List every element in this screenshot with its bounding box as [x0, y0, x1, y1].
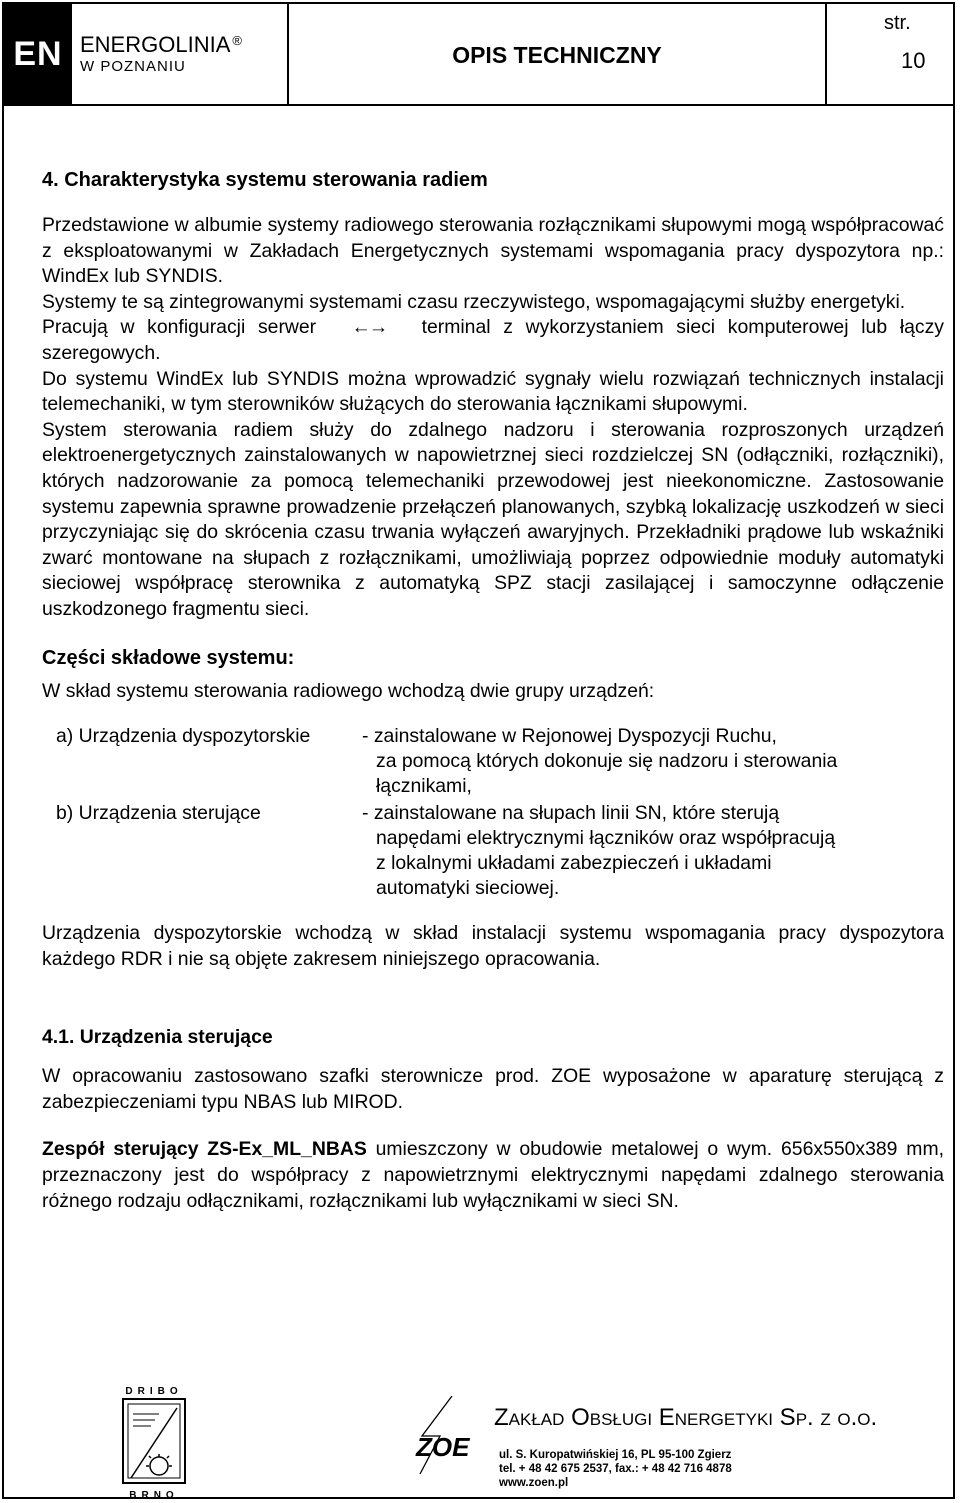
section-heading: 4. Charakterystyka systemu sterowania radiem	[42, 169, 488, 191]
page-content	[42, 167, 944, 1214]
document-title: OPIS TECHNICZNY	[452, 42, 662, 68]
device-list	[42, 724, 944, 901]
en-logo: EN	[4, 4, 72, 104]
page-label: str.	[884, 12, 911, 34]
document-page	[2, 2, 955, 1499]
list-item-line: automatyki sieciowej.	[376, 877, 560, 900]
bidirectional-arrow-icon: ←→	[351, 316, 387, 339]
paragraph: System sterowania radiem służy do zdalnego nadzoru i sterowania rozproszonych urządzeń elektroenergetycznych zainstalowanych w napowietrznej sieci rozdzielczej SN (odłączniki, rozłączniki), których nadzorowanie za pomocą telemechaniki przewodowej jest nieekonomiczne. Zastosowanie systemu zapewnia sprawne prowadzenie przełączeń planowanych, szybką lokalizację uszkodzeń w sieci przyczyniając się do skrócenia czasu trwania wyłączeń awaryjnych. Przekładniki prądowe lub wskaźniki zwarć montowane na słupach z rozłącznikami, umożliwiają poprzez odpowiednie moduły automatyki sieciowej współpracę sterownika z automatyką SPZ stacji zasilającej i samoczynne odłączenie uszkodzonego fragmentu sieci.	[42, 418, 944, 620]
address-line: ul. S. Kuropatwińskiej 16, PL 95-100 Zgierz	[499, 1449, 732, 1461]
page-header	[4, 4, 953, 106]
list-item-label: a) Urządzenia dyspozytorskie	[56, 725, 311, 748]
paragraph-text: umieszczony w obudowie metalowej o wym. 656x550x389 mm, przeznaczony jest do współpracy z napowietrznymi elektrycznymi napędami zdalnego sterowania różnego rodzaju odłącznikami, rozłącznikami lub wyłącznikami w sieci SN.	[42, 1138, 944, 1212]
page-footer	[4, 1376, 953, 1501]
paragraph-text: terminal z wykorzystaniem sieci komputerowej lub łączy szeregowych.	[42, 316, 944, 364]
paragraph: Urządzenia dyspozytorskie wchodzą w skład instalacji systemu wspomagania pracy dyspozytora każdego RDR i nie są objęte zakresem niniejszego opracowania.	[42, 922, 944, 970]
device-name: Zespół sterujący ZS-Ex_ML_NBAS	[42, 1138, 367, 1161]
website-line: www.zoen.pl	[499, 1477, 569, 1489]
phone-line: tel. + 48 42 675 2537, fax.: + 48 42 716 4878	[499, 1463, 732, 1475]
paragraph: Przedstawione w albumie systemy radiowego sterowania rozłącznikami słupowymi mogą współpracować z eksploatowanymi w Zakładach Energetycznych systemami wspomagania pracy dyspozytora np.: WindEx lub SYNDIS.	[42, 214, 944, 288]
paragraph: W opracowaniu zastosowano szafki sterownicze prod. ZOE wyposażone w aparaturę sterującą z zabezpieczeniami typu NBAS lub MIROD.	[42, 1065, 944, 1113]
paragraph	[42, 315, 944, 366]
dribo-top-text: DRIBO	[125, 1386, 183, 1397]
firm-address	[499, 1448, 732, 1490]
paragraph	[42, 1137, 944, 1214]
list-item-line: - zainstalowane w Rejonowej Dyspozycji Ruchu,	[362, 725, 777, 748]
header-divider	[825, 4, 827, 104]
paragraph: Systemy te są zintegrowanymi systemami czasu rzeczywistego, wspomagającymi służby energetyki.	[42, 290, 906, 313]
subsection-heading: 4.1. Urządzenia sterujące	[42, 1026, 273, 1049]
subsection-heading: Części składowe systemu:	[42, 646, 295, 669]
list-item-line: - zainstalowane na słupach linii SN, które sterują	[362, 802, 780, 825]
dribo-bottom-text: BRNO	[129, 1490, 179, 1501]
paragraph: W skład systemu sterowania radiowego wchodzą dwie grupy urządzeń:	[42, 679, 655, 702]
page-number: 10	[901, 48, 926, 73]
list-item-line: z lokalnymi układami zabezpieczeń i układami	[376, 852, 772, 875]
list-item-line: napędami elektrycznymi łączników oraz współpracują	[376, 827, 836, 850]
dribo-logo	[119, 1384, 189, 1502]
registered-mark: ®	[232, 33, 242, 48]
firm-name: Zakład Obsługi Energetyki Sp. z o.o.	[494, 1404, 878, 1431]
list-item-label: b) Urządzenia sterujące	[56, 802, 261, 825]
company-city: W POZNANIU	[80, 58, 186, 75]
paragraph-text: Pracują w konfiguracji serwer	[42, 316, 317, 339]
list-item-line: łącznikami,	[376, 775, 472, 798]
zoe-logo-text: ZOE	[416, 1432, 470, 1462]
company-block	[80, 34, 280, 74]
list-item-line: za pomocą których dokonuje się nadzoru i sterowania	[376, 750, 838, 773]
paragraph: Do systemu WindEx lub SYNDIS można wprowadzić sygnały wielu rozwiązań technicznych instalacji telemechaniki, w tym sterowników służących do sterowania łącznikami słupowymi.	[42, 367, 944, 416]
company-name: ENERGOLINIA	[80, 32, 231, 57]
zoe-logo	[412, 1396, 482, 1476]
